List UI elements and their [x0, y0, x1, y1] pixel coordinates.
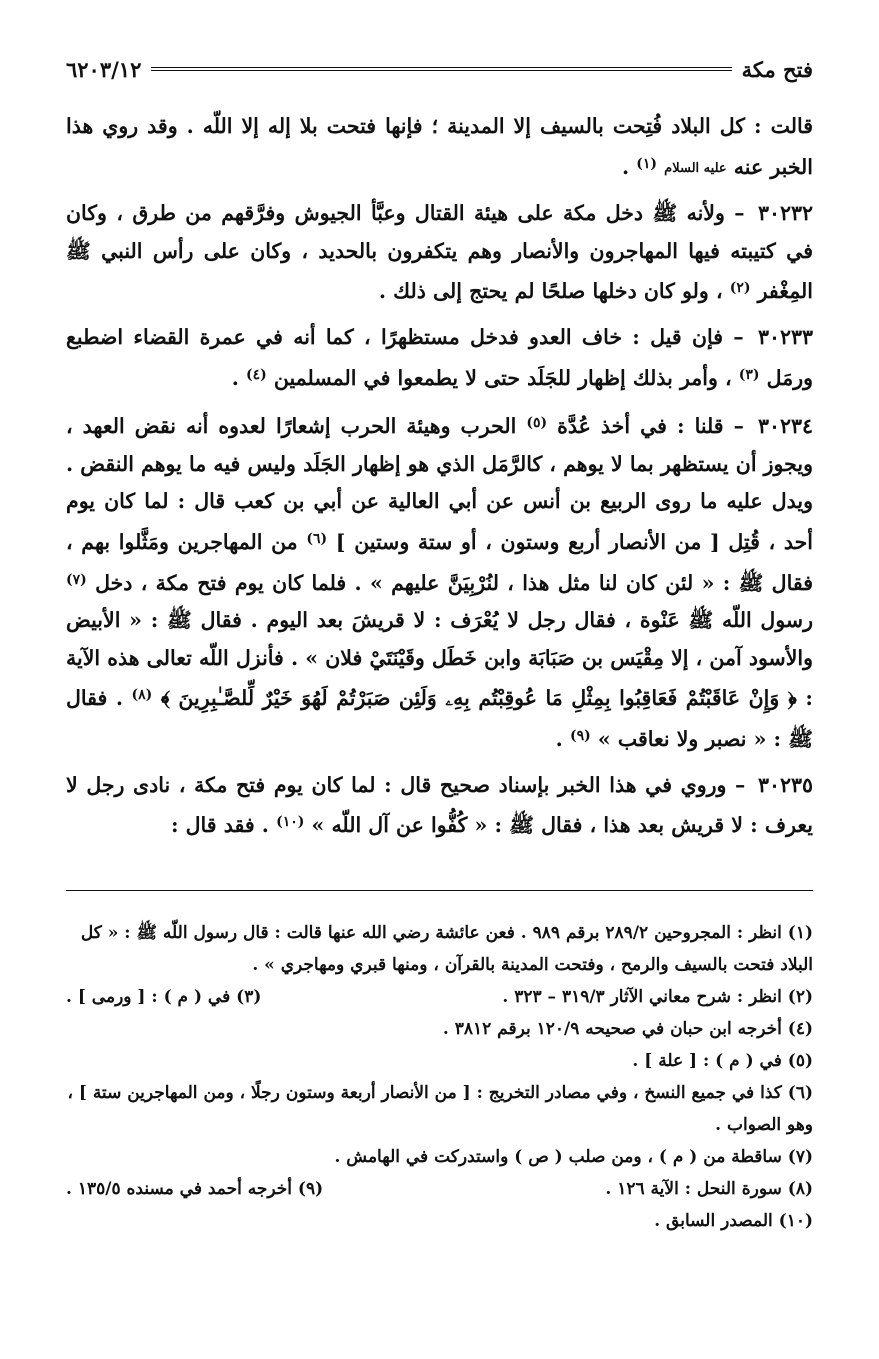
footnote-3: (٣) في ( م ) : [ ورمى ] . [66, 987, 262, 1007]
footnote-10: (١٠) المصدر السابق . [654, 1211, 813, 1231]
paragraph-1 [66, 108, 813, 187]
honorific: ﷺ [652, 201, 678, 226]
honorific: ﷺ [66, 238, 91, 263]
footnote-ref: (٢) [729, 280, 751, 297]
honorific: ﷺ [167, 608, 192, 633]
page-number: ٦٢٠٣/١٢ [66, 56, 142, 82]
text-span: : « نصبر ولا نعاقب » [590, 726, 789, 751]
honorific: ﷺ [509, 813, 534, 838]
text-span: . فقال [66, 686, 132, 711]
text-span: . [555, 726, 570, 751]
paragraph-number: ٣٠٢٣٢ [757, 201, 813, 226]
text-span: . [621, 154, 637, 179]
text-span: . [231, 365, 246, 390]
text-span: ، وأمر بذلك إظهار للجَلَد حتى لا يطمعوا في المسلمين [266, 365, 739, 390]
footnote-2: (٢) انظر : شرح معاني الآثار ٣١٩/٣ – ٣٢٣ . [502, 987, 813, 1007]
footnote-divider [66, 890, 813, 891]
footnote-ref: (١٠) [276, 814, 305, 831]
footnote-ref: (٥) [526, 415, 548, 432]
main-text [66, 108, 813, 853]
paragraph-30232 [66, 195, 813, 311]
footnote-1: (١) انظر : المجروحين ٢٨٩/٢ برقم ٩٨٩ . فعن عائشة رضي الله عنها قالت : قال رسول اللّه ﷺ : « كل البلاد فتحت بالسيف والرمح ، وفتحت المدينة بالقرآن ، ومنها قبري ومهاجري » . [80, 923, 813, 975]
honorific: ﷺ [788, 726, 813, 751]
text-span: الحرب وهيئة الحرب إشعارًا لعدوه أنه نقض العهد ، ويجوز أن يستظهر بما لا يوهم ، كالرَّمَل الذي هو إظهار الجَلَد وليس فيه ما يوهم النقض . ويدل عليه ما روى الربيع بن أنس عن أبي العالية عن أبي بن كعب قال : لما كان يوم أحد ، قُتِل [ من الأنصار أربع وستون ، أو ستة وستين ] [66, 414, 813, 554]
footnote-ref: (٨) [131, 687, 153, 704]
text-span: . فقد قال : [170, 813, 277, 838]
paragraph-30233 [66, 319, 813, 397]
footnote-ref: (٦) [306, 530, 328, 547]
text-span: – فإن قيل : خاف العدو فدخل مستظهرًا ، كما أنه في عمرة القضاء اضطبع ورمَل [66, 324, 813, 390]
text-span: : « كُفُّوا عن آل اللّه » [304, 813, 510, 838]
text-span: – وروي في هذا الخبر بإسناد صحيح قال : لما كان يوم فتح مكة ، نادى رجل لا يعرف : لا قريش بعد هذا ، فقال [66, 772, 813, 838]
paragraph-number: ٣٠٢٣٣ [757, 324, 813, 349]
footnote-5: (٥) في ( م ) : [ علة ] . [632, 1051, 813, 1071]
honorific: ﷺ [688, 608, 714, 633]
paragraph-30235 [66, 767, 813, 845]
footnote-9: (٩) أخرجه أحمد في مسنده ١٣٥/٥ . [66, 1179, 324, 1199]
footnote-6: (٦) كذا في جميع النسخ ، وفي مصادر التخريج : [ من الأنصار أربعة وستون رجلًا ، ومن المهاجرين ستة ] ، وهو الصواب . [67, 1083, 813, 1135]
paragraph-number: ٣٠٢٣٥ [757, 772, 813, 797]
honorific: عليه السلام [664, 160, 727, 176]
footnote-ref: (١) [636, 155, 658, 172]
text-span: عَنْوة ، فقال رجل لا يُعْرَف : لا قريشَ بعد اليوم . فقال [191, 608, 689, 633]
footnote-ref: (٩) [569, 727, 591, 744]
text-span: من المهاجرين ومَثَّلوا بهم ، فقال [66, 529, 813, 595]
quran-verse: ﴿ وَإِنْ عَاقَبْتُمْ فَعَاقِبُوا بِمِثْلِ مَا عُوقِبْتُم بِهِۦ وَلَئِن صَبَرْتُمْ لَهُوَ خَيْرٌ لِّلصَّـٰبِرِينَ ﴾ [160, 686, 797, 711]
footnote-row [66, 981, 813, 1013]
footnote-7: (٧) ساقطة من ( م ) ، ومن صلب ( ص ) واستدركت في الهامش . [334, 1147, 813, 1167]
paragraph-30234 [66, 405, 813, 758]
text-span: : « الأبيض والأسود آمن ، إلا مِقْيَس بن صَبَابَة وابن خَطَل وقَيْنَتَيْ فلان » . فأنزل اللّه تعالى هذه الآية : [66, 608, 813, 711]
paragraph-number: ٣٠٢٣٤ [757, 414, 813, 439]
text-span: – ولأنه [677, 201, 754, 226]
text-span: – قلنا : في أخذ عُدَّة [547, 414, 754, 439]
text-span: رسول اللّه [713, 608, 813, 633]
text-span: : « لئن كان لنا مثل هذا ، لنُرْبِيَنَّ عليهم » . فلما كان يوم فتح مكة ، دخل [86, 570, 739, 595]
footnote-4: (٤) أخرجه ابن حبان في صحيحه ١٢٠/٩ برقم ٣٨١٢ . [442, 1019, 813, 1039]
honorific: ﷺ [738, 570, 764, 595]
text-span: ، ولو كان دخلها صلحًا لم يحتج إلى ذلك . [378, 279, 730, 304]
footnote-8: (٨) سورة النحل : الآية ١٢٦ . [605, 1179, 813, 1199]
header-rule [151, 67, 731, 71]
text-span: قالت : كل البلاد فُتِحت بالسيف إلا المدينة ؛ فإنها فتحت بلا إله إلا اللّه . وقد روي هذا الخبر عنه [66, 114, 813, 179]
chapter-title: فتح مكة [741, 56, 813, 82]
footnote-ref: (٣) [738, 366, 760, 383]
footnotes [66, 917, 813, 1237]
running-header [66, 52, 813, 86]
footnote-ref: (٧) [66, 571, 87, 588]
text-span: دخل مكة على هيئة القتال وعبَّأ الجيوش وفرَّقهم من طرق ، وكان في كتيبته فيها المهاجرون والأنصار وهم يتكفرون بالحديد ، وكان على رأس النبي [66, 201, 813, 263]
footnote-row [66, 1173, 813, 1205]
footnote-ref: (٤) [245, 366, 267, 383]
text-span: المِغْفر [750, 279, 813, 304]
